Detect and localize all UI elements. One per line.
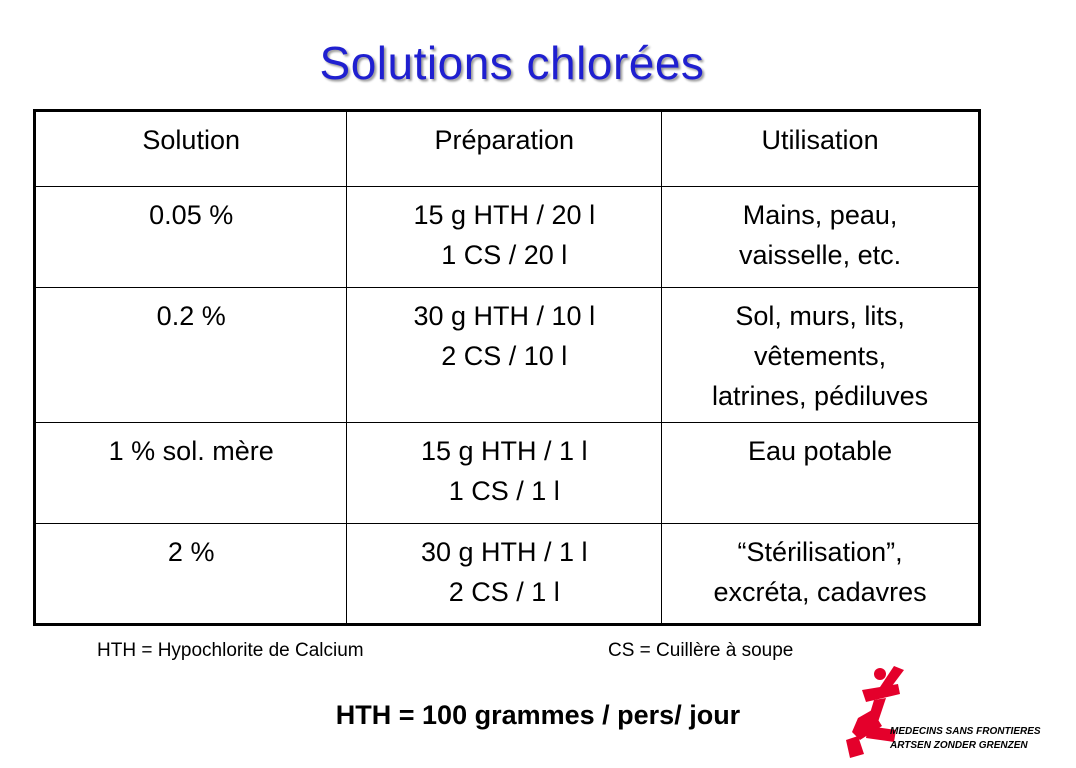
preparation-line: 15 g HTH / 1 l: [420, 436, 588, 466]
cell-preparation: [347, 187, 662, 288]
cell-utilisation: [662, 423, 980, 524]
logo-line-1: MEDECINS SANS FRONTIERES: [890, 726, 1041, 737]
utilisation-line: “Stérilisation”,: [737, 537, 903, 567]
utilisation-line: vêtements,: [754, 341, 887, 371]
header-preparation: Préparation: [347, 111, 662, 187]
preparation-line: 1 CS / 1 l: [448, 476, 560, 506]
cell-utilisation: [662, 288, 980, 423]
table-header-row: [35, 111, 980, 187]
cell-solution: 0.2 %: [35, 288, 347, 423]
daily-dose-footer: HTH = 100 grammes / pers/ jour: [335, 700, 741, 730]
preparation-line: 15 g HTH / 20 l: [413, 200, 596, 230]
chlorine-solutions-table: [33, 109, 981, 626]
cs-definition: CS = Cuillère à soupe: [608, 640, 794, 661]
utilisation-line: latrines, pédiluves: [712, 381, 929, 411]
utilisation-line: Eau potable: [748, 436, 893, 466]
preparation-line: 2 CS / 1 l: [448, 577, 560, 607]
cell-utilisation: [662, 524, 980, 625]
page-title: Solutions chlorées: [319, 37, 705, 89]
header-solution: Solution: [35, 111, 347, 187]
table-row: [35, 288, 980, 423]
utilisation-line: excréta, cadavres: [713, 577, 927, 607]
cell-solution: 2 %: [35, 524, 347, 625]
cell-preparation: [347, 524, 662, 625]
preparation-line: 1 CS / 20 l: [441, 240, 568, 270]
utilisation-line: Sol, murs, lits,: [735, 301, 905, 331]
hth-definition: HTH = Hypochlorite de Calcium: [97, 640, 364, 661]
utilisation-line: vaisselle, etc.: [739, 240, 902, 270]
table-row: [35, 423, 980, 524]
cell-solution: 0.05 %: [35, 187, 347, 288]
cell-preparation: [347, 288, 662, 423]
preparation-line: 30 g HTH / 1 l: [420, 537, 588, 567]
cell-utilisation: [662, 187, 980, 288]
header-utilisation: Utilisation: [662, 111, 980, 187]
preparation-line: 30 g HTH / 10 l: [413, 301, 596, 331]
table-row: [35, 524, 980, 625]
table-row: [35, 187, 980, 288]
logo-line-2: ARTSEN ZONDER GRENZEN: [890, 740, 1028, 751]
msf-logo-icon: [838, 660, 1024, 768]
cell-preparation: [347, 423, 662, 524]
preparation-line: 2 CS / 10 l: [441, 341, 568, 371]
cell-solution: 1 % sol. mère: [35, 423, 347, 524]
utilisation-line: Mains, peau,: [742, 200, 898, 230]
